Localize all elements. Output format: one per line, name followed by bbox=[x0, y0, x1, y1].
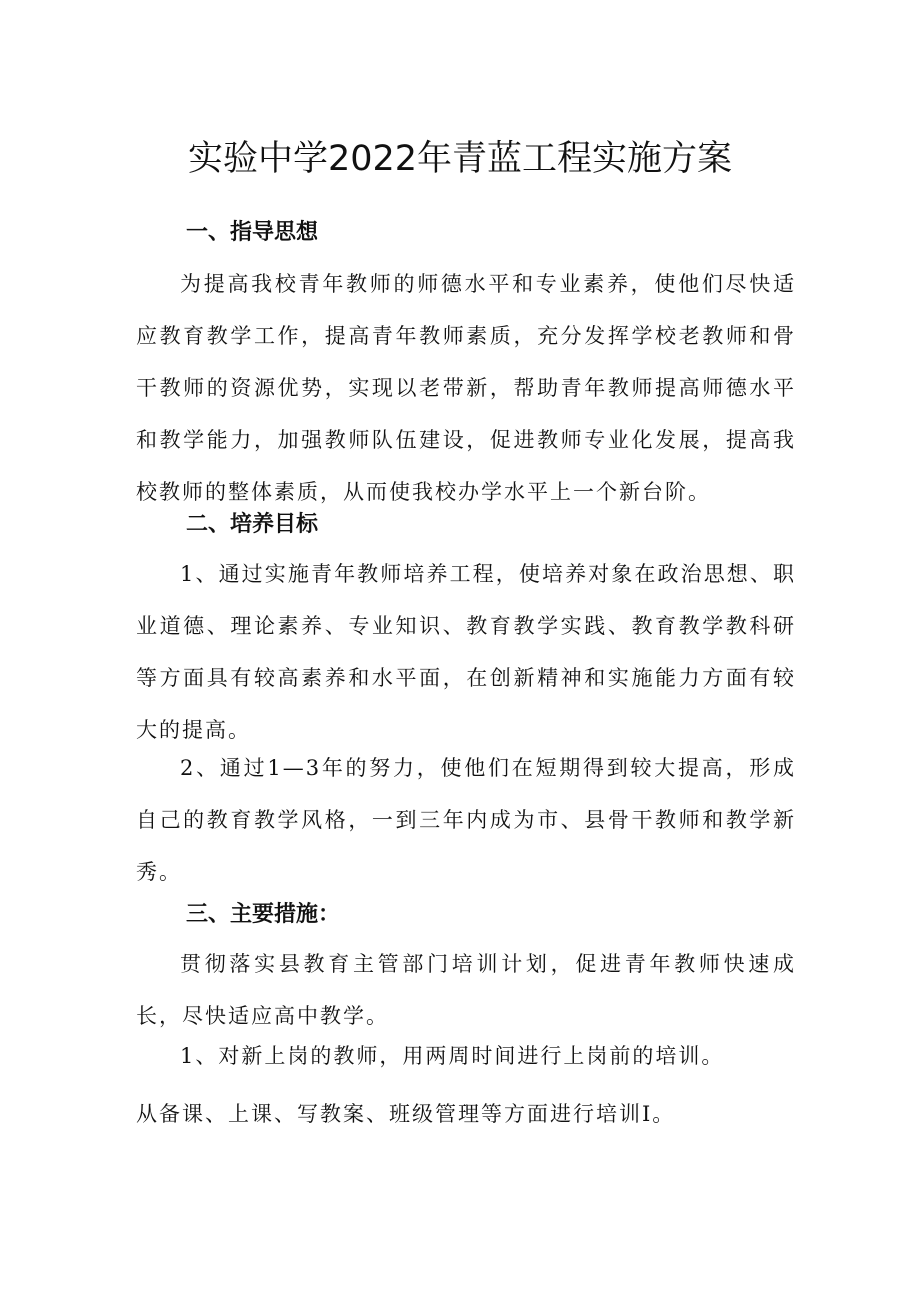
section-1-heading: 一、指导思想 bbox=[186, 220, 319, 245]
section-2-item-2: 2、通过1—3年的努力，使他们在短期得到较大提高，形成自己的教育教学风格，一到三年内成为市、县骨干教师和教学新秀。 bbox=[136, 756, 796, 884]
section-3-intro: 贯彻落实县教育主管部门培训计划，促进青年教师快速成长，尽快适应高中教学。 bbox=[136, 952, 796, 1028]
section-3-heading: 三、主要措施： bbox=[186, 902, 341, 927]
section-2-item-1: 1、通过实施青年教师培养工程，使培养对象在政治思想、职业道德、理论素养、专业知识、教育教学实践、教育教学教科研等方面具有较高素养和水平面，在创新精神和实施能力方面有较大的提高。 bbox=[136, 562, 796, 742]
section-3-item-1: 1、对新上岗的教师，用两周时间进行上岗前的培训。 bbox=[180, 1044, 725, 1068]
section-2-heading: 二、培养目标 bbox=[186, 512, 319, 537]
document-title: 实验中学2022年青蓝工程实施方案 bbox=[187, 139, 733, 179]
section-3-item-1-continued: 从备课、上课、写教案、班级管理等方面进行培训Ⅰ。 bbox=[136, 1102, 676, 1126]
section-1-paragraph: 为提高我校青年教师的师德水平和专业素养，使他们尽快适应教育教学工作，提高青年教师素质，充分发挥学校老教师和骨干教师的资源优势，实现以老带新，帮助青年教师提高师德水平和教学能力，加强教师队伍建设，促进教师专业化发展，提高我校教师的整体素质，从而使我校办学水平上一个新台阶。 bbox=[136, 272, 796, 504]
